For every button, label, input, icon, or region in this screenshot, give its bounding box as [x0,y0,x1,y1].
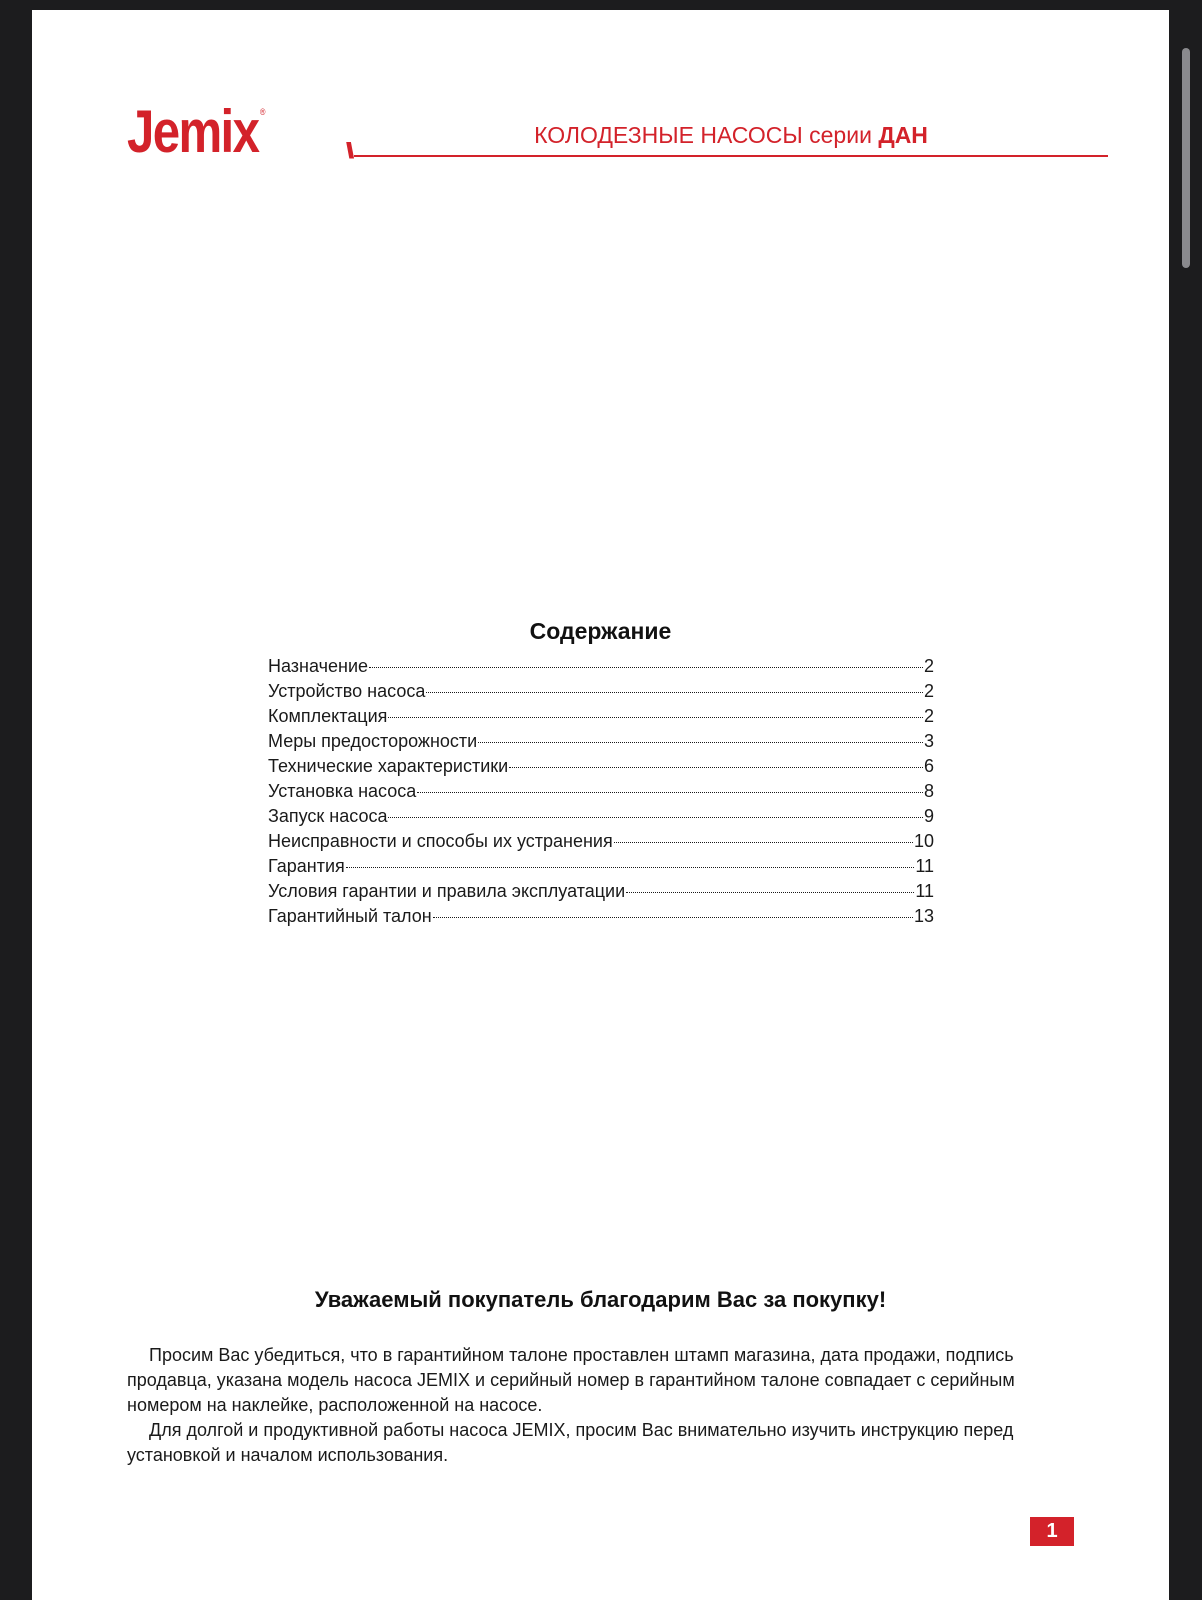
intro-paragraph: Просим Вас убедиться, что в гарантийном талоне проставлен штамп магазина, дата продажи, подпись продавца, указана модель насоса JEMIX и серийный номер в гарантийном талоне совпадает с серийным номером на наклейке, расположенной на насосе. [127,1345,1015,1415]
toc-entry-page: 2 [923,656,934,676]
toc-entry[interactable] [268,656,934,681]
toc-entry-label: Неисправности и способы их устранения [268,831,613,851]
toc-entry-page: 8 [923,781,934,801]
toc-entry-page: 2 [923,706,934,726]
document-header-title [354,122,1108,149]
toc-leader-dots [433,917,913,918]
toc-entry[interactable] [268,856,934,881]
toc-leader-dots [626,892,914,893]
toc-heading: Содержание [529,618,672,644]
toc-entry-page: 11 [915,856,934,876]
document-page [32,10,1169,1600]
toc-leader-dots [478,742,923,743]
header-title-series: ДАН [878,122,928,148]
toc-leader-dots [417,792,923,793]
toc-entry-label: Установка насоса [268,781,417,801]
toc-entry-label: Гарантийный талон [268,906,432,926]
toc-entry-label: Технические характеристики [268,756,509,776]
intro-paragraph: Для долгой и продуктивной работы насоса JEMIX, просим Вас внимательно изучить инструкцию перед установкой и началом использования. [127,1420,1014,1465]
brand-name: Jemix [127,98,259,165]
toc-entry-label: Комплектация [268,706,388,726]
header-slash-decoration: \\ [346,138,351,163]
intro-text [127,1343,1087,1468]
toc-entry-page: 10 [913,831,934,851]
brand-logo [127,98,266,165]
toc-leader-dots [346,867,915,868]
toc-entry[interactable] [268,781,934,806]
toc-leader-dots [388,817,923,818]
greeting-heading: Уважаемый покупатель благодарим Вас за покупку! [314,1287,887,1312]
toc-leader-dots [614,842,913,843]
toc-entry-label: Гарантия [268,856,345,876]
toc-entry-page: 3 [923,731,934,751]
toc-entry-label: Назначение [268,656,369,676]
toc-entry-page: 6 [923,756,934,776]
header-title-prefix: КОЛОДЕЗНЫЕ НАСОСЫ серии [534,122,879,148]
toc-leader-dots [369,667,923,668]
toc-entry[interactable] [268,681,934,706]
header-rule [354,155,1108,157]
toc-entry-label: Меры предосторожности [268,731,478,751]
table-of-contents [268,656,934,931]
toc-entry[interactable] [268,806,934,831]
toc-entry[interactable] [268,881,934,906]
toc-leader-dots [509,767,923,768]
toc-entry[interactable] [268,706,934,731]
toc-entry-page: 11 [915,881,934,901]
vertical-scrollbar-thumb[interactable] [1182,48,1190,268]
toc-entry-page: 9 [923,806,934,826]
toc-leader-dots [388,717,923,718]
toc-entry-page: 13 [913,906,934,926]
page-number-badge: 1 [1030,1517,1074,1546]
toc-entry-label: Условия гарантии и правила эксплуатации [268,881,626,901]
toc-entry[interactable] [268,906,934,931]
toc-entry[interactable] [268,831,934,856]
toc-entry-label: Запуск насоса [268,806,388,826]
toc-leader-dots [426,692,923,693]
toc-entry-page: 2 [923,681,934,701]
toc-entry[interactable] [268,731,934,756]
toc-entry[interactable] [268,756,934,781]
toc-entry-label: Устройство насоса [268,681,426,701]
registered-mark: ® [259,107,266,117]
